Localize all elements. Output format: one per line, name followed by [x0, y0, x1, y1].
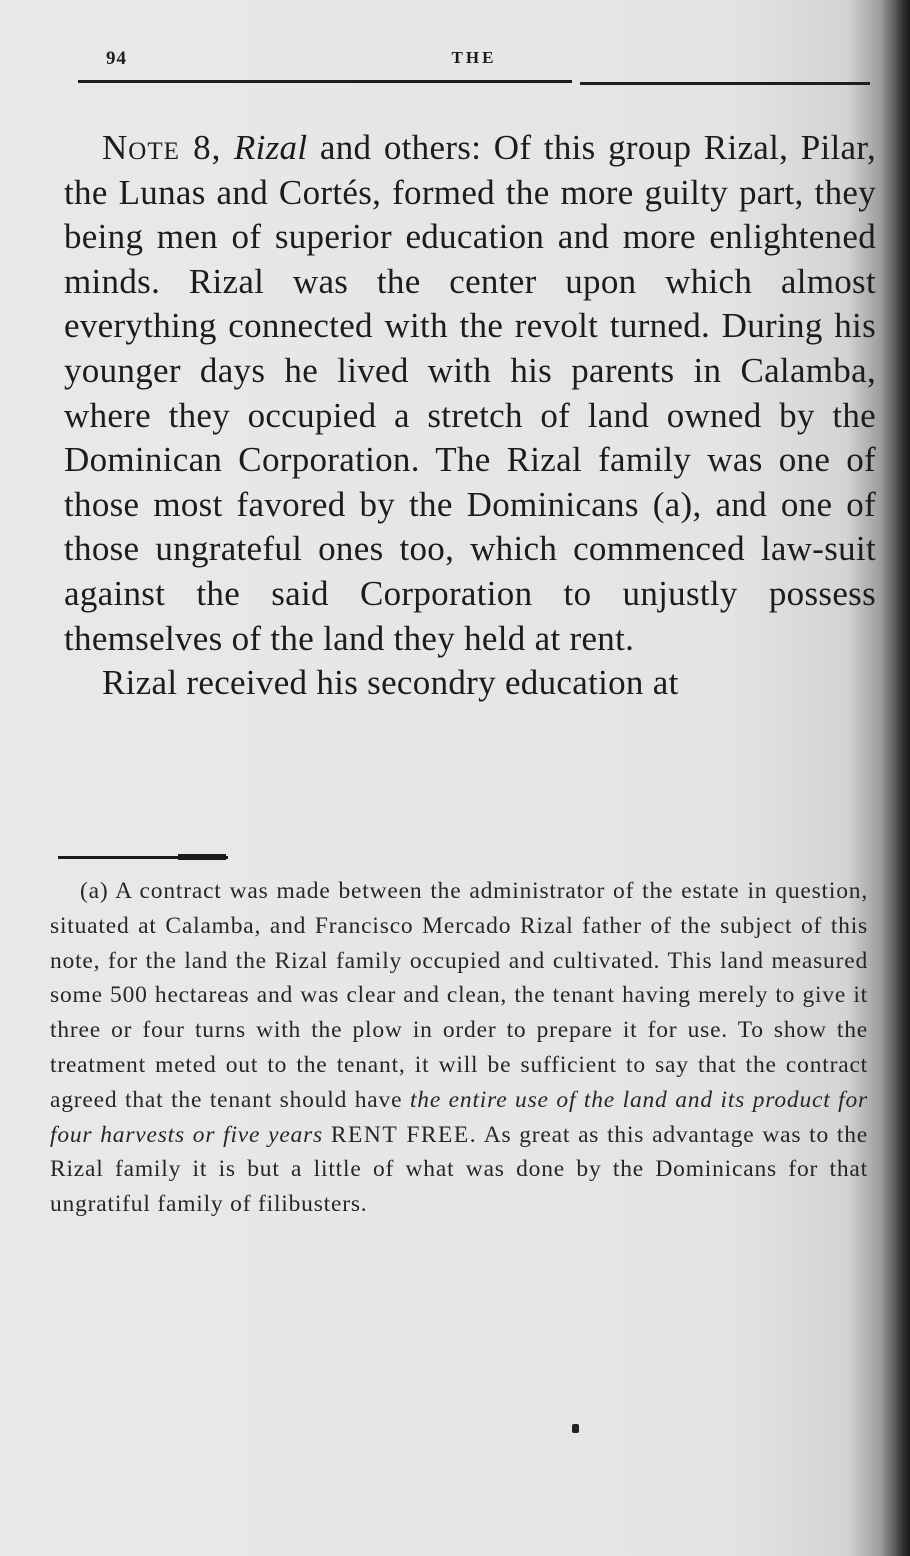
footnote — [50, 874, 868, 1222]
note-paragraph — [64, 126, 876, 661]
footnote-paragraph — [50, 874, 868, 1222]
running-head: THE — [451, 48, 497, 67]
note-label: Note 8, — [102, 128, 222, 167]
footnote-text-start: (a) A contract was made between the administrator of the estate in question, situated at Calamba, and Francisco Mercado Rizal father of the subject of this note, for the land the Rizal family occupied and cultivated. This land measured some 500 hectareas and was clear and clean, the tenant having merely to give it three or four turns with the plow in order to prepare it for use. To show the treatment meted out to the tenant, it will be sufficient to say that the contract agreed that the tenant should have — [50, 878, 868, 1113]
footnote-rule-mark — [178, 854, 226, 860]
page-header — [78, 42, 870, 82]
ink-speck — [572, 1424, 579, 1433]
note-text: and others: Of this group Rizal, Pilar, the Lunas and Cortés, formed the more guilty part, they being men of superior education and more enlightened minds. Rizal was the center upon which almost everything connected with the revolt turned. During his younger days he lived with his parents in Calamba, where they occupied a stretch of land owned by the Dominican Corporation. The Rizal family was one of those most favored by the Dominicans (a), and one of those ungrateful ones too, which commenced law-suit against the said Corporation to unjustly possess themselves of the land they held at rent. — [64, 128, 877, 658]
note-subject: Rizal — [233, 128, 308, 167]
header-rule-right — [580, 82, 870, 85]
note-body — [64, 126, 876, 706]
header-rule-left — [78, 80, 572, 83]
footnote-text-end: As great as this advantage was to the Rizal family it is but a little of what was done by the Dominicans for that ungratiful family of filibusters. — [50, 1121, 868, 1218]
continuation-paragraph: Rizal received his secondry education at — [102, 663, 679, 703]
page-edge-shadow — [880, 0, 910, 1556]
footnote-caps: RENT FREE. — [330, 1121, 478, 1148]
footnote-italic: the entire use of the land and its product for four harvests or five years — [50, 1086, 868, 1148]
page-number: 94 — [106, 48, 127, 69]
